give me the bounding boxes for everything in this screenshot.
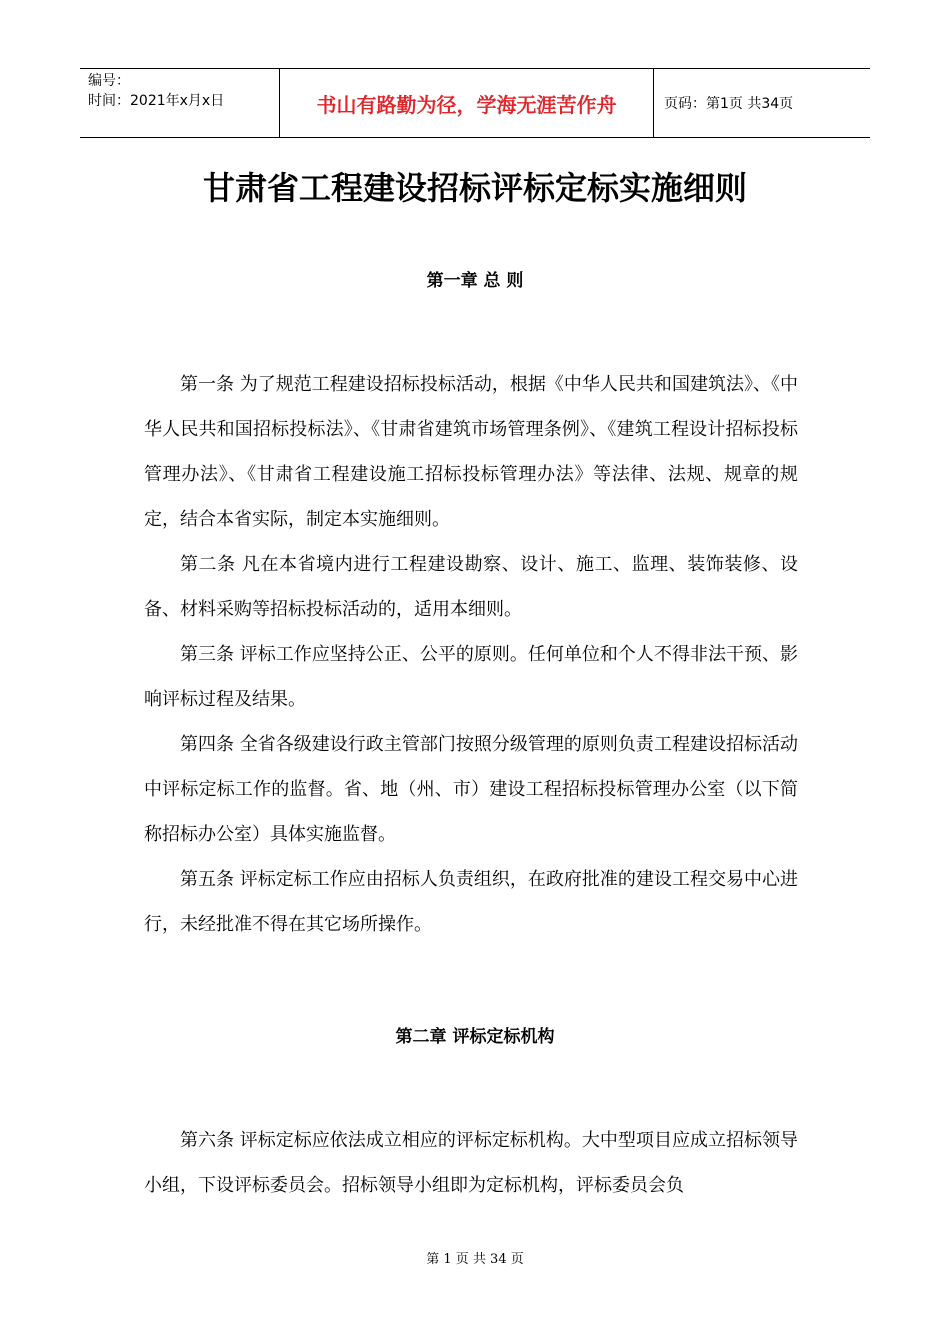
- article-3: 第三条 评标工作应坚持公正、公平的原则。任何单位和个人不得非法干预、影响评标过程及结果。: [144, 644, 798, 710]
- header-table: [80, 68, 870, 138]
- article-1: 第一条 为了规范工程建设招标投标活动，根据《中华人民共和国建筑法》、《中华人民共和国招标投标法》、《甘肃省建筑市场管理条例》、《建筑工程设计招标投标管理办法》、《甘肃省工程建设施工招标投标管理办法》等法律、法规、规章的规定，结合本省实际，制定本实施细则。: [144, 374, 798, 530]
- document-title: 甘肃省工程建设招标评标定标实施细则: [202, 169, 747, 207]
- chapter-1-heading: 第一章 总 则: [426, 271, 524, 291]
- number-label: 编号：: [88, 73, 130, 89]
- header-meta: [80, 69, 280, 137]
- article-6: 第六条 评标定标应依法成立相应的评标定标机构。大中型项目应成立招标领导小组，下设评标委员会。招标领导小组即为定标机构，评标委员会负: [144, 1130, 798, 1196]
- article-4: 第四条 全省各级建设行政主管部门按照分级管理的原则负责工程建设招标活动中评标定标工作的监督。省、地（州、市）建设工程招标投标管理办公室（以下简称招标办公室）具体实施监督。: [144, 734, 798, 845]
- article-2: 第二条 凡在本省境内进行工程建设勘察、设计、施工、监理、装饰装修、设备、材料采购等招标投标活动的，适用本细则。: [144, 554, 798, 620]
- chapter-2-heading: 第二章 评标定标机构: [395, 1027, 555, 1047]
- header-motto: 书山有路勤为径，学海无涯苦作舟: [280, 69, 654, 137]
- article-5: 第五条 评标定标工作应由招标人负责组织，在政府批准的建设工程交易中心进行，未经批准不得在其它场所操作。: [144, 869, 798, 935]
- header-page-info: 页码：第1页 共34页: [664, 96, 794, 112]
- page-footer: 第 1 页 共 34 页: [426, 1252, 524, 1267]
- time-label: 时间：2021年x月x日: [88, 93, 225, 109]
